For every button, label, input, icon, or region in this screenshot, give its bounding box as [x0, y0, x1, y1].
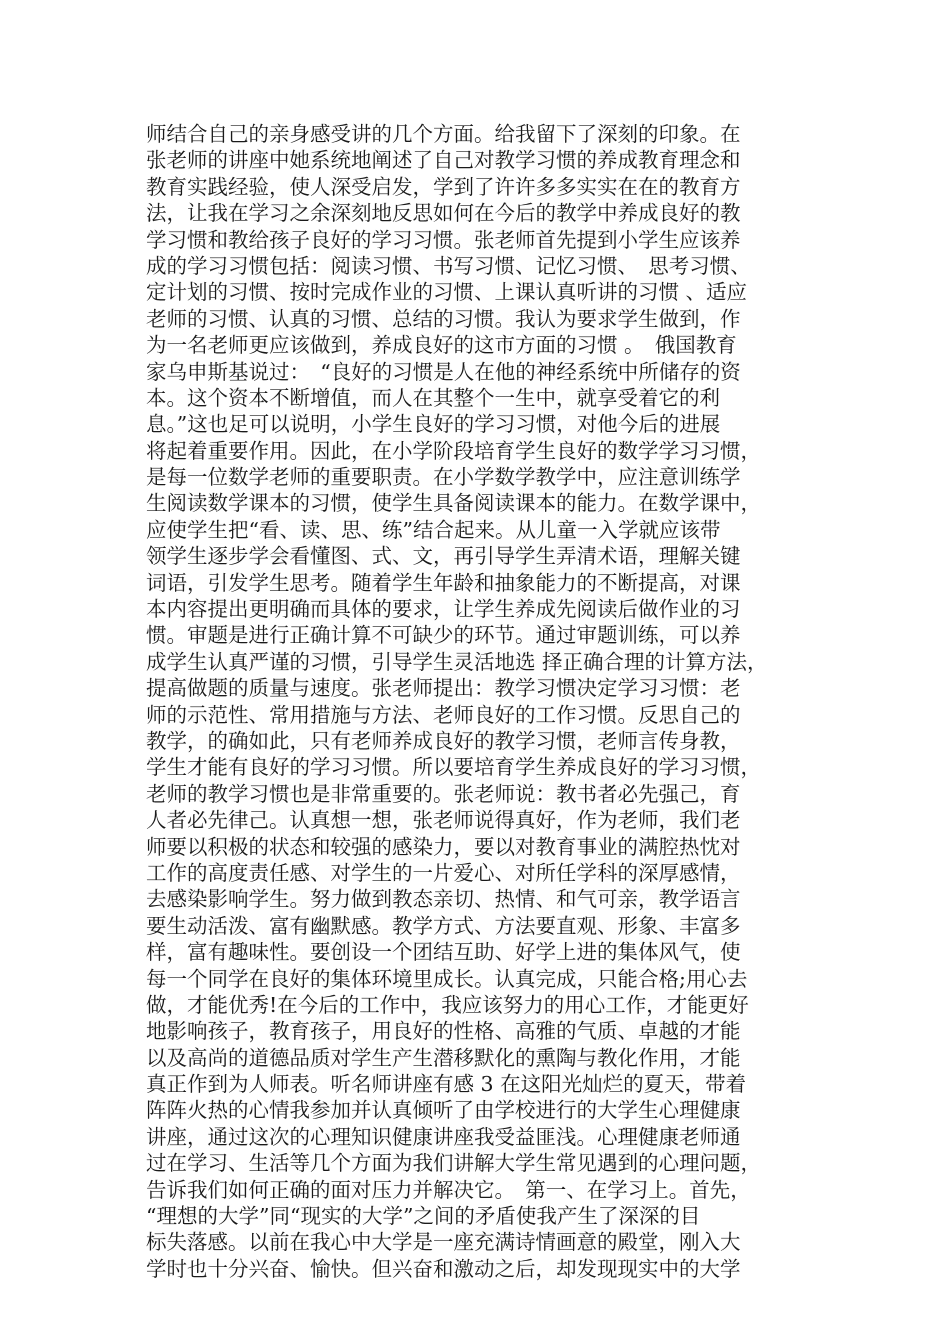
text-line: 生阅读数学课本的习惯，使学生具备阅读课本的能力。在数学课中，	[146, 491, 761, 516]
text-line: 家乌申斯基说过： “良好的习惯是人在他的神经系统中所储存的资	[146, 359, 741, 384]
text-line: 是每一位数学老师的重要职责。在小学数学教学中，应注意训练学	[146, 465, 741, 490]
text-line: 老师的习惯、认真的习惯、总结的习惯。我认为要求学生做到，作	[146, 306, 741, 331]
text-line: 成学生认真严谨的习惯，引导学生灵活地选 择正确合理的计算方法，	[146, 649, 768, 674]
text-line: 学习惯和教给孩子良好的学习习惯。张老师首先提到小学生应该养	[146, 227, 741, 252]
text-line: 师结合自己的亲身感受讲的几个方面。给我留下了深刻的印象。在	[146, 122, 741, 146]
text-line: 真正作到为人师表。听名师讲座有感 3 在这阳光灿烂的夏天，带着	[146, 1072, 747, 1097]
text-line: 要生动活泼、富有幽默感。教学方式、方法要直观、形象、丰富多	[146, 913, 741, 938]
text-line: 教育实践经验，使人深受启发，学到了许许多多实实在在的教育方	[146, 174, 741, 199]
text-line: 去感染影响学生。努力做到教态亲切、热情、和气可亲，教学语言	[146, 887, 741, 912]
text-line: “理想的大学”同“现实的大学”之间的矛盾使我产生了深深的目	[146, 1204, 701, 1229]
text-line: 以及高尚的道德品质对学生产生潜移默化的熏陶与教化作用，才能	[146, 1045, 741, 1070]
text-line: 告诉我们如何正确的面对压力并解决它。 第一、在学习上。首先，	[146, 1177, 751, 1202]
text-line: 息。”这也足可以说明，小学生良好的学习习惯，对他今后的进展	[146, 412, 721, 437]
text-line: 应使学生把“看、读、思、练”结合起来。从儿童一入学就应该带	[146, 517, 721, 542]
text-line: 教学，的确如此，只有老师养成良好的教学习惯，老师言传身教，	[146, 728, 741, 753]
text-line: 每一个同学在良好的集体环境里成长。认真完成，只能合格;用心去	[146, 966, 748, 991]
text-line: 人者必先律己。认真想一想，张老师说得真好，作为老师，我们老	[146, 808, 741, 833]
text-line: 词语，引发学生思考。随着学生年龄和抽象能力的不断提高，对课	[146, 570, 741, 595]
text-line: 为一名老师更应该做到，养成良好的这市方面的习惯 。 俄国教育	[146, 333, 737, 358]
text-line: 张老师的讲座中她系统地阐述了自己对教学习惯的养成教育理念和	[146, 148, 741, 173]
text-line: 师要以积极的状态和较强的感染力，要以对教育事业的满腔热忱对	[146, 834, 741, 859]
text-line: 定计划的习惯、按时完成作业的习惯、上课认真听讲的习惯 、适应	[146, 280, 748, 305]
text-line: 工作的高度责任感、对学生的一片爱心、对所任学科的深厚感情，	[146, 860, 741, 885]
text-line: 本内容提出更明确而具体的要求，让学生养成先阅读后做作业的习	[146, 597, 741, 622]
text-line: 学生才能有良好的学习习惯。所以要培育学生养成良好的学习习惯，	[146, 755, 761, 780]
text-line: 阵阵火热的心情我参加并认真倾听了由学校进行的大学生心理健康	[146, 1098, 741, 1123]
text-line: 领学生逐步学会看懂图、式、文，再引导学生弄清术语，理解关键	[146, 544, 741, 569]
text-line: 讲座，通过这次的心理知识健康讲座我受益匪浅。心理健康老师通	[146, 1124, 741, 1149]
body-text	[146, 121, 822, 1282]
text-line: 惯。审题是进行正确计算不可缺少的环节。通过审题训练，可以养	[146, 623, 741, 648]
text-line: 法，让我在学习之余深刻地反思如何在今后的教学中养成良好的教	[146, 201, 741, 226]
text-line: 地影响孩子，教育孩子，用良好的性格、高雅的气质、卓越的才能	[146, 1019, 741, 1044]
text-line: 本。这个资本不断增值，而人在其整个一生中，就享受着它的利	[146, 385, 720, 410]
text-line: 样，富有趣味性。要创设一个团结互助、好学上进的集体风气，使	[146, 940, 741, 965]
text-line: 过在学习、生活等几个方面为我们讲解大学生常见遇到的心理问题，	[146, 1151, 761, 1176]
text-line: 做，才能优秀!在今后的工作中，我应该努力的用心工作，才能更好	[146, 992, 749, 1017]
text-line: 师的示范性、常用措施与方法、老师良好的工作习惯。反思自己的	[146, 702, 741, 727]
text-line: 将起着重要作用。因此，在小学阶段培育学生良好的数学学习习惯，	[146, 438, 761, 463]
text-line: 老师的教学习惯也是非常重要的。张老师说：教书者必先强己，育	[146, 781, 741, 806]
text-line: 标失落感。以前在我心中大学是一座充满诗情画意的殿堂，刚入大	[146, 1230, 741, 1255]
text-line: 学时也十分兴奋、愉快。但兴奋和激动之后，却发现现实中的大学	[146, 1256, 741, 1281]
text-line: 提高做题的质量与速度。张老师提出：教学习惯决定学习习惯：老	[146, 676, 741, 701]
text-line: 成的学习习惯包括：阅读习惯、书写习惯、记忆习惯、 思考习惯、	[146, 253, 751, 278]
